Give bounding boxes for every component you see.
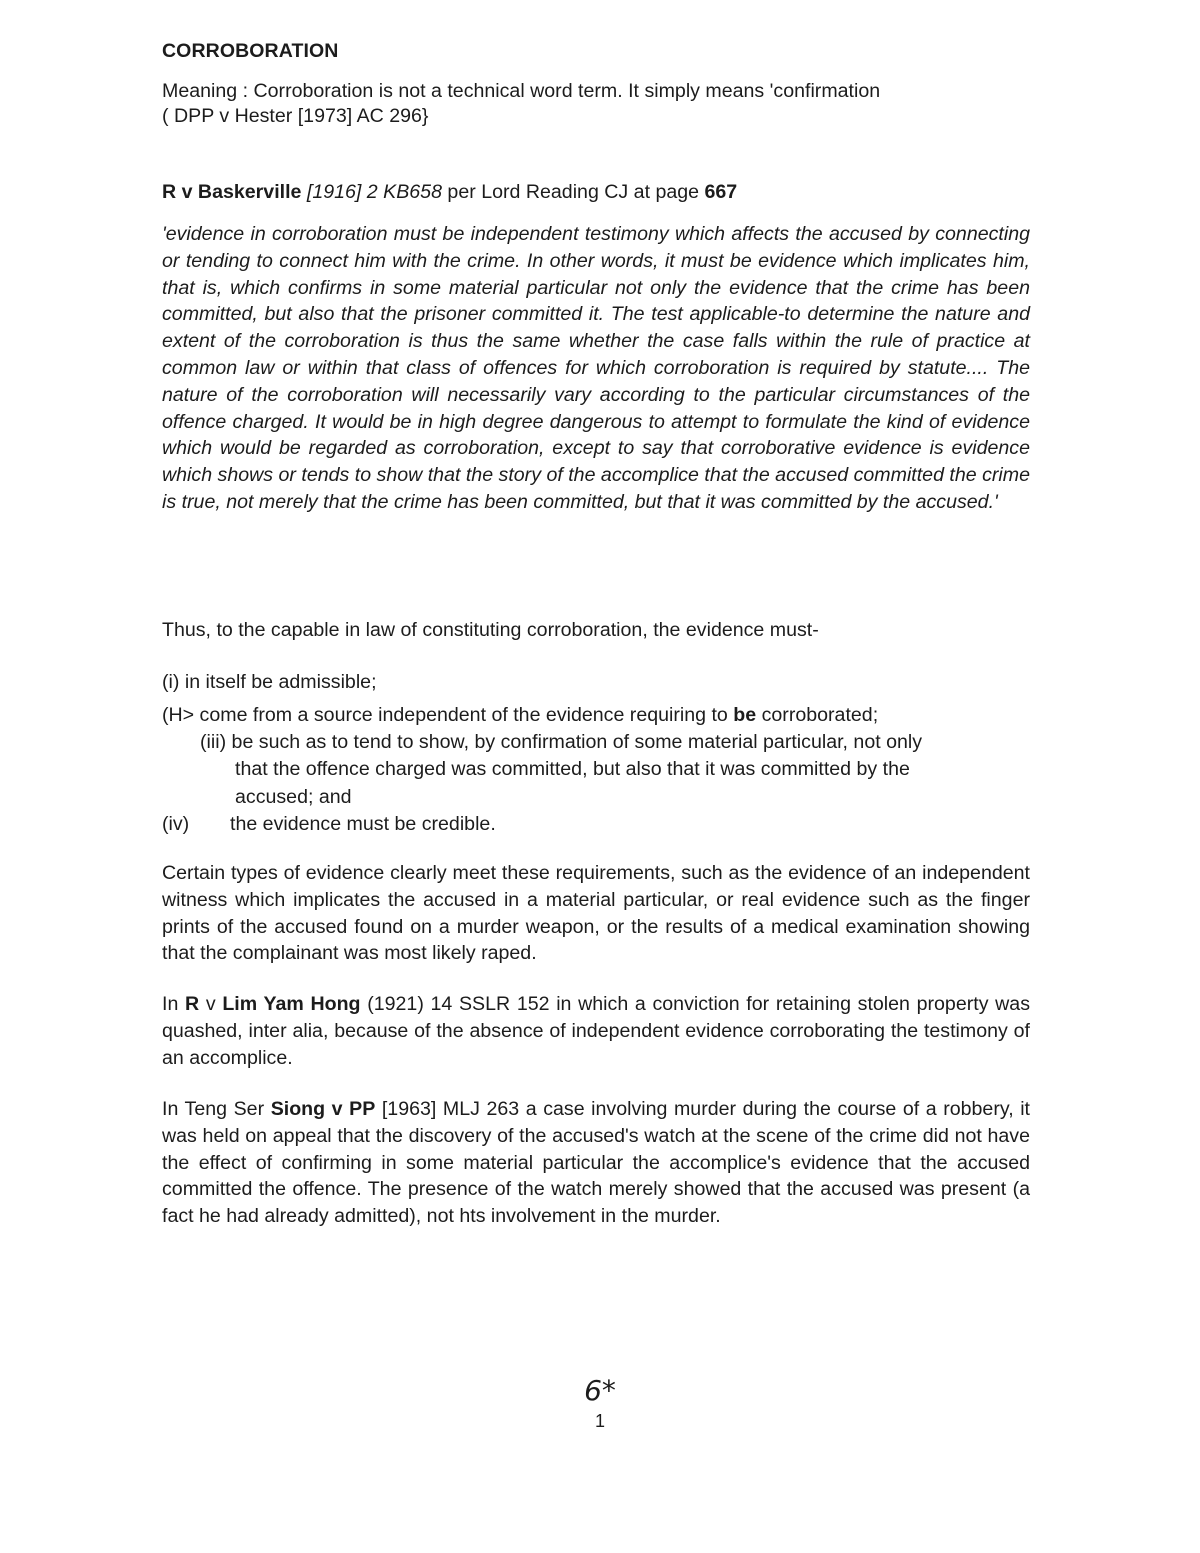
requirement-item-4 xyxy=(162,811,496,838)
page-title: CORROBORATION xyxy=(162,40,339,62)
item-3-line-2: that the offence charged was committed, but also that it was committed by the xyxy=(235,758,910,781)
lim-yam-hong-paragraph xyxy=(162,991,1030,1071)
item-4-text: the evidence must be credible. xyxy=(230,813,496,835)
p3-text-c: [1963] MLJ 263 a case involving murder during the course of a robbery, it was held on appeal that the discovery of the accused's watch at the scene of the crime did not have the effect of confirming in some material particular the accomplice's evidence that the accused committed the offence. The presence of the watch merely showed that the accused was present (a fact he had already admitted), not hts involvement in the murder. xyxy=(162,1098,1031,1228)
item-3-line-3: accused; and xyxy=(235,785,352,808)
p3-bold-case: Siong v PP xyxy=(270,1098,376,1120)
teng-ser-siong-paragraph xyxy=(162,1096,1030,1230)
item-4-number: (iv) xyxy=(162,813,190,835)
requirement-item-3 xyxy=(200,729,1020,811)
item-3-line-1: (iii) be such as to tend to show, by confirmation of some material particular, not only xyxy=(200,731,923,753)
p2-text-c: v xyxy=(199,993,223,1015)
case-page: 667 xyxy=(704,181,738,203)
requirements-intro: Thus, to the capable in law of constituting corroboration, the evidence must- xyxy=(162,619,819,641)
item-2-bold: be xyxy=(733,704,757,726)
case-middle: per Lord Reading CJ at page xyxy=(441,181,705,203)
case-name: R v Baskerville xyxy=(162,181,302,203)
case-heading xyxy=(162,180,1030,205)
meaning-line-1: Meaning : Corroboration is not a technical word term. It simply means 'confirmation xyxy=(162,80,881,102)
p3-text-a: In Teng Ser xyxy=(162,1098,271,1120)
meaning-line-2: ( DPP v Hester [1973] AC 296} xyxy=(162,105,429,127)
footer-mark: 6* xyxy=(584,1374,616,1407)
case-citation: [1916] 2 KB658 xyxy=(306,181,442,203)
requirement-item-2 xyxy=(162,702,878,729)
page-number: 1 xyxy=(594,1411,605,1431)
requirement-item-1: (i) in itself be admissible; xyxy=(162,671,377,693)
item-2-text-c: corroborated; xyxy=(756,704,879,726)
p2-text-e: (1921) 14 SSLR 152 in which a conviction for retaining stolen property was quashed, inter alia, because of the absence of independent evidence corroborating the testimony of an accomplice. xyxy=(162,993,1031,1069)
item-2-text-a: (H> come from a source independent of the evidence requiring to xyxy=(162,704,734,726)
meaning-paragraph xyxy=(162,79,1030,129)
evidence-types-paragraph: Certain types of evidence clearly meet these requirements, such as the evidence of an independent witness which implicates the accused in a material particular, or real evidence such as the finger prints of the accused found on a murder weapon, or the results of a medical examination showing that the complainant was most likely raped. xyxy=(162,862,1030,965)
p2-text-a: In xyxy=(162,993,186,1015)
p2-bold-r: R xyxy=(185,993,200,1015)
p2-bold-case: Lim Yam Hong xyxy=(222,993,361,1015)
baskerville-quote: 'evidence in corroboration must be independent testimony which affects the accused by connecting or tending to connect him with the crime. In other words, it must be evidence which implicates him, that is, which confirms in some material particular not only the evidence that the crime has been committed, but also that the prisoner committed it. The test applicable-to determine the nature and extent of the corroboration is thus the same whether the case falls within the rule of practice at common law or within that class of offences for which corroboration is required by statute.... The nature of the corroboration will necessarily vary according to the particular circumstances of the offence charged. It would be in high degree dangerous to attempt to formulate the kind of evidence which would be regarded as corroboration, except to say that corroborative evidence is evidence which shows or tends to show that the story of the accomplice that the accused committed the crime is true, not merely that the crime has been committed, but that it was committed by the accused.' xyxy=(162,223,1030,513)
